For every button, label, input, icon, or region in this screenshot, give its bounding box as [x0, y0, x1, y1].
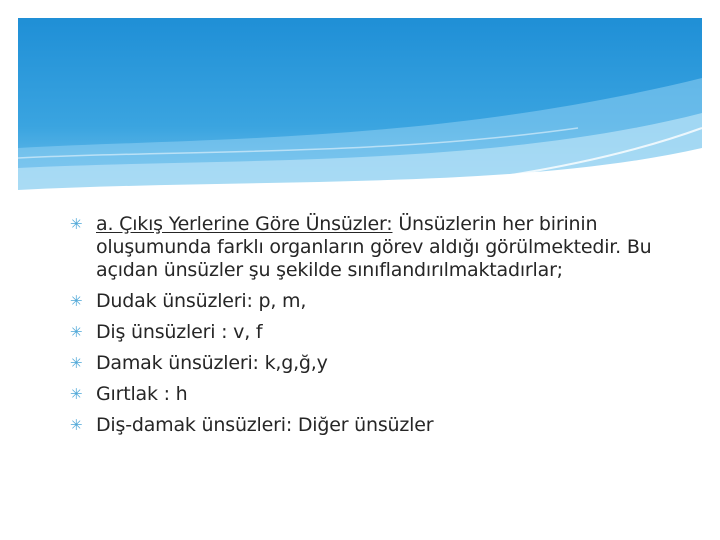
asterisk-icon: ✳ [69, 292, 83, 310]
bullet-text: Gırtlak : h [96, 383, 188, 405]
asterisk-icon: ✳ [69, 323, 83, 341]
bullet-text: Ünsüzlerin her birinin oluşumunda farklı organların görev aldığı görülmektedir. Bu açıdan ünsüzler şu şekilde sınıflandırılmaktadırlar; [96, 213, 652, 281]
list-item [66, 321, 656, 344]
bullet-text: Dudak ünsüzleri: p, m, [96, 290, 307, 312]
header-banner [18, 18, 702, 198]
list-item [66, 213, 656, 282]
bullet-text: Diş ünsüzleri : v, f [96, 321, 263, 343]
list-item [66, 290, 656, 313]
asterisk-icon: ✳ [69, 215, 83, 233]
list-item [66, 352, 656, 375]
list-item [66, 383, 656, 406]
asterisk-icon: ✳ [69, 385, 83, 403]
bullet-list [66, 213, 656, 445]
bullet-text: Diş-damak ünsüzleri: Diğer ünsüzler [96, 414, 434, 436]
asterisk-icon: ✳ [69, 354, 83, 372]
list-item [66, 414, 656, 437]
header-wave-graphic [18, 18, 702, 198]
bullet-lead-text: a. Çıkış Yerlerine Göre Ünsüzler: [96, 213, 393, 235]
bullet-text: Damak ünsüzleri: k,g,ğ,y [96, 352, 328, 374]
asterisk-icon: ✳ [69, 416, 83, 434]
